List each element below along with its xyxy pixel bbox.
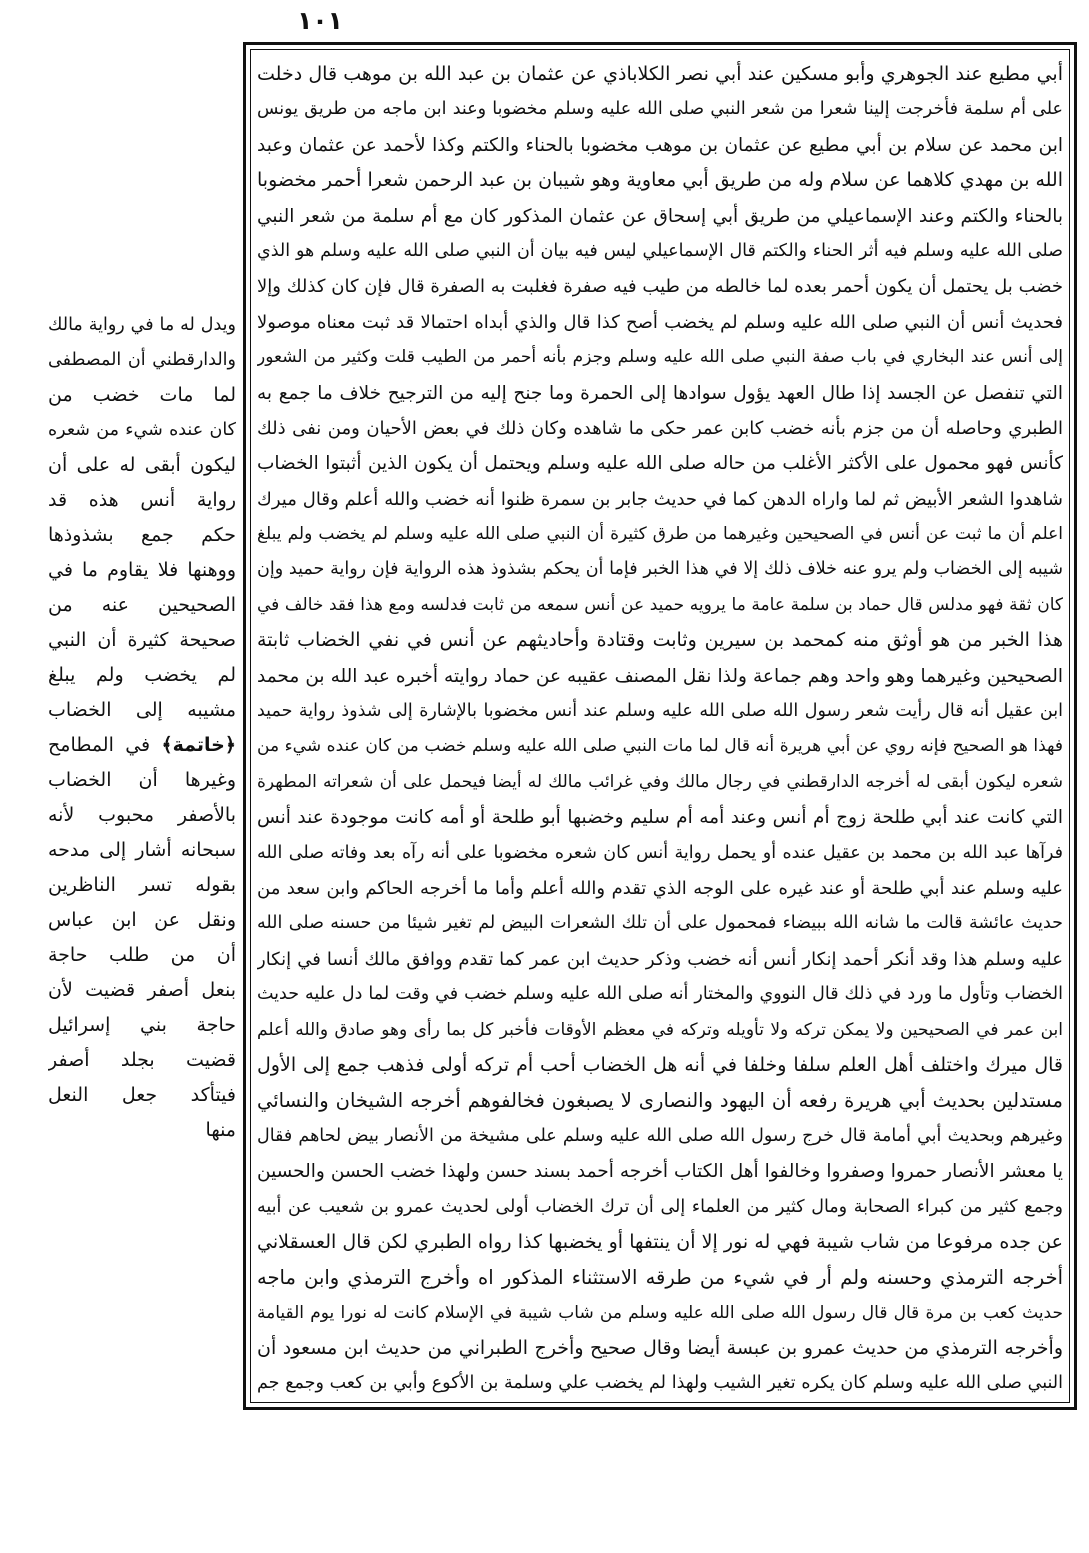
main-text-line: أبي مطيع عند الجوهري وأبو مسكين عند أبي نصر الكلاباذي عن عثمان بن عبد الله بن موهب قال دخلت — [257, 63, 1063, 85]
main-text-line: الله بن مهدي كلاهما عن سلام وله من طريق أبي معاوية وهو شيبان بن عبد الرحمن شعرا أحمر مخضوبا — [257, 169, 1063, 192]
main-text-line: إلى أنس عند البخاري في باب صفة النبي صلى الله عليه وسلم وجزم بأنه أحمر من الطيب قلت وكثير من الشعور — [257, 347, 1063, 368]
margin-note-line: ووهنها فلا يقاوم ما في — [48, 559, 236, 581]
main-text-line: وأخرجه الترمذي من حديث عمرو بن عبسة أيضا وقال صحيح وأخرج الطبراني من حديث ابن مسعود أن — [257, 1337, 1063, 1360]
margin-note-heading-line — [48, 728, 236, 763]
main-text-line: كأنس فهو محمول على الأكثر الأغلب من حاله صلى الله عليه وسلم ويحتمل أن يكون الذين أثبتوا الخضاب — [257, 453, 1063, 475]
main-text-line: ابن محمد عن سلام بن أبي مطيع عن عثمان بن موهب مخضوبا بالحناء والكتم وكذا لأحمد عن عثمان وعبد — [257, 134, 1063, 156]
margin-note-line: منها — [205, 1119, 236, 1141]
page-number: ١٠١ — [297, 6, 343, 35]
margin-note-line: الصحيحين عنه من — [48, 594, 236, 616]
margin-note-line: وغيرها أن الخضاب — [48, 769, 236, 791]
margin-note — [48, 308, 236, 1148]
main-text-line: خضب بل يحتمل أن يكون أحمر بعده لما خالطه من طيب فيه صفرة فغلبت به الصفرة قال فإن كان كذلك وإلا — [257, 276, 1063, 298]
margin-note-line: ليكون أبقى له على أن — [48, 454, 236, 476]
main-text-line: يا معشر الأنصار حمروا وصفروا وخالفوا أهل الكتاب أخرجه أحمد بسند حسن ولهذا خضب الحسن والحسين — [257, 1161, 1063, 1183]
main-text-line: شيبه إلى الخضاب ولم يرو عنه خلاف ذلك إلا في هذا الخبر فإما أن يحكم بشذوذ هذه الرواية فإن رواية حميد وإن — [257, 559, 1063, 580]
margin-note-line: فيتأكد جعل النعل — [48, 1084, 236, 1106]
margin-note-line: رواية أنس هذه قد — [48, 489, 236, 511]
main-text-line: فحديث أنس أن النبي صلى الله عليه وسلم لم يخضب أصح كذا قال والذي أبداه احتمالا قد ثبت معناه موصولا — [257, 311, 1063, 333]
main-text-line: عليه وسلم هذا وقد أنكر أحمد إنكار أنس أنه خضب وذكر حديث ابن عمر كما تقدم ووافق مالك أنسا في إنكار — [257, 948, 1063, 970]
margin-note-line: ونقل عن ابن عباس — [48, 909, 236, 931]
main-text-line: على أم سلمة فأخرجت إلينا شعرا من شعر النبي صلى الله عليه وسلم مخضوبا وعند ابن ماجه من طريق يونس — [257, 99, 1063, 120]
margin-note-line: والدارقطني أن المصطفى — [48, 350, 236, 370]
margin-note-line: لما مات خضب من — [48, 384, 236, 406]
main-text-line: مستدلين بحديث أبي هريرة رفعه أن اليهود والنصارى لا يصبغون فخالفوهم أخرجه الشيخان والنسائي — [257, 1089, 1063, 1113]
margin-note-line: بنعل أصفر قضيت لأن — [48, 979, 236, 1001]
main-text-line: عليه وسلم عند أبي طلحة أو عند غيره على الوجه الذي تقدم والله أعلم وأما ما أخرجه الحاكم وابن سعد من — [257, 877, 1063, 899]
main-text-line: التي كانت عند أبي طلحة زوج أم أنس وعند أمه أم سليم وخضبها أبو طلحة أو أمه كانت موجودة عند أنس — [257, 807, 1063, 829]
main-text-line: التي تنفصل عن الجسد إذا طال العهد يؤول سوادها إلى الحمرة وما جنح إليه من الترجيح خلاف ما جمع به — [257, 382, 1063, 404]
main-text-line: وجمع كثير من كبراء الصحابة ومال كثير من العلماء إلى أن ترك الخضاب أولى لحديث عمرو بن شعيب عن أبيه — [257, 1196, 1063, 1217]
margin-note-line: بقوله تسر الناظرين — [48, 874, 236, 896]
margin-note-line: بالأصفر محبوب لأنه — [48, 804, 236, 826]
margin-note-line: لم يخضب ولم يبلغ — [48, 664, 236, 686]
main-text-block — [257, 57, 1063, 1402]
margin-note-line: صحيحة كثيرة أن النبي — [48, 629, 236, 651]
margin-note-line: قضيت بجلد أصفر — [48, 1049, 236, 1071]
main-text-line: شاهدوا الشعر الأبيض ثم لما واراه الدهن كما في حديث جابر بن سمرة ظنوا أنه خضب والله أعلم وقال ميرك — [257, 488, 1063, 510]
main-text-line: الطبري وحاصله أن من جزم بأنه خضب كابن عمر حكى ما شاهده وكان ذلك في بعض الأحيان ومن نفى ذلك — [257, 417, 1063, 439]
main-text-line: اعلم أن ما ثبت عن أنس في الصحيحين وغيرهما من طرق كثيرة أن النبي صلى الله عليه وسلم لم يخضب ولم يبلغ — [257, 524, 1063, 545]
margin-note-heading: ﴿خاتمة﴾ — [161, 734, 236, 756]
main-text-line: الصحيحين وغيرهما وهو واحد وهم جماعة ولذا نقل المصنف عقيبه عن حماد روايته أخبره عبد الله بن محمد — [257, 665, 1063, 687]
main-text-line: عن جده مرفوعا من شاب شيبة فهي له نور إلا أن ينتفها أو يخضبها كذا رواه الطبري لكن قال العسقلاني — [257, 1230, 1063, 1253]
main-text-line: أخرجه الترمذي وحسنه ولم أر في شيء من طرقه الاستثناء المذكور اه وأخرج الترمذي وابن ماجه — [257, 1266, 1063, 1290]
main-text-line: فهذا هو الصحيح فإنه روي عن أبي هريرة أنه قال لما مات النبي صلى الله عليه وسلم خضب من كان عنده شيء من — [257, 736, 1063, 757]
main-text-line: فرآها عبد الله بن محمد بن عقيل عنده أو يحمل رواية أنس كان شعره مخضوبا على أنه رآه بعد وفاته صلى الله — [257, 842, 1063, 863]
margin-note-line: أن من طلب حاجة — [48, 944, 236, 966]
margin-note-line: كان عنده شيء من شعره — [48, 420, 236, 440]
main-text-line: ابن عقيل أنه قال رأيت شعر رسول الله صلى الله عليه وسلم عند أنس مخضوبا بالإشارة إلى شذوذ رواية حميد — [257, 701, 1063, 722]
margin-note-line: سبحانه أشار إلى مدحه — [48, 839, 236, 861]
main-text-line: حديث عائشة قالت ما شانه الله ببيضاء فمحمول على أن تلك الشعرات البيض لم تغير شيئا من حسنه صلى الله — [257, 913, 1063, 934]
main-text-line: بالحناء والكتم وعند الإسماعيلي من طريق أبي إسحاق عن عثمان المذكور كان مع أم سلمة من شعر النبي — [257, 205, 1063, 227]
main-text-line: حديث كعب بن مرة قال قال رسول الله صلى الله عليه وسلم من شاب شيبة في الإسلام كانت له نورا يوم القيامة — [257, 1302, 1063, 1323]
main-text-line: الخضاب وتأول ما ورد في ذلك قال النووي والمختار أنه صلى الله عليه وسلم خضب في وقت لما دل عليه حديث — [257, 984, 1063, 1005]
main-text-line: النبي صلى الله عليه وسلم كان يكره تغير الشيب ولهذا لم يخضب علي وسلمة بن الأكوع وأبي بن كعب وجمع جم — [257, 1373, 1063, 1394]
margin-note-heading-tail: في المطامح — [48, 734, 151, 756]
main-text-line: ابن عمر في الصحيحين ولا يمكن تركه ولا تأويله وتركه في معظم الأوقات فأخبر كل بما رأى وهو صادق والله أعلم — [257, 1019, 1063, 1040]
main-text-line: قال ميرك واختلف أهل العلم سلفا وخلفا في أنه هل الخضاب أحب أم تركه أولى فذهب جمع إلى الأول — [257, 1053, 1063, 1076]
main-text-line: وغيرهم وبحديث أبي أمامة قال خرج رسول الله صلى الله عليه وسلم على مشيخة من الأنصار بيض لحاهم فقال — [257, 1125, 1063, 1146]
margin-note-line: ويدل له ما في رواية مالك — [48, 315, 236, 335]
main-text-line: صلى الله عليه وسلم فيه أثر الحناء والكتم قال الإسماعيلي ليس فيه بيان أن النبي صلى الله عليه وسلم هو الذي — [257, 240, 1063, 261]
main-text-line: كان ثقة فهو مدلس قال حماد بن سلمة عامة ما يرويه حميد عن أنس سمعه من ثابت فدلسه ومع هذا فقد خالف في — [257, 594, 1063, 615]
margin-note-line: مشيبه إلى الخضاب — [48, 699, 236, 721]
margin-note-line: حكم جمع بشذوذها — [48, 524, 236, 546]
main-text-line: شعره ليكون أبقى له أخرجه الدارقطني في رجال مالك وفي غرائب مالك له أيضا فيحمل على أن شعراته المطهرة — [257, 771, 1063, 792]
margin-note-line: حاجة بني إسرائيل — [48, 1014, 236, 1036]
main-text-line: هذا الخبر من هو أوثق منه كمحمد بن سيرين وثابت وقتادة وأحاديثهم عن أنس في نفي الخضاب ثابتة — [257, 629, 1063, 652]
